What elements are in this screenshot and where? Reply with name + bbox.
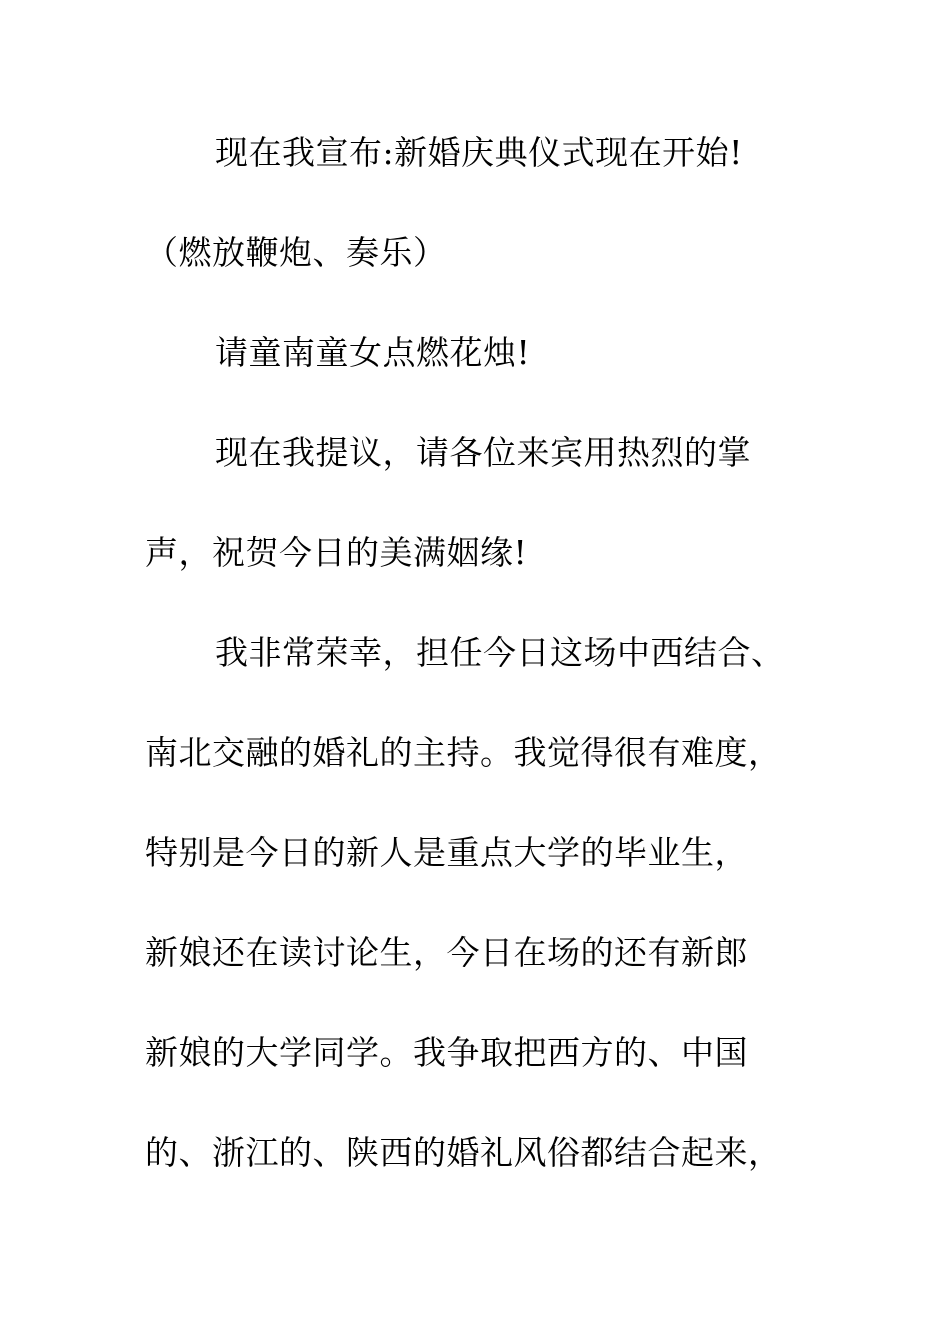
paragraph-line-6: 我非常荣幸，担任今日这场中西结合、 xyxy=(215,633,785,672)
paragraph-line-8: 特别是今日的新人是重点大学的毕业生， xyxy=(145,833,748,872)
paragraph-line-1: 现在我宣布:新婚庆典仪式现在开始! xyxy=(215,133,743,172)
paragraph-line-7: 南北交融的婚礼的主持。我觉得很有难度， xyxy=(145,733,782,772)
paragraph-line-4: 现在我提议，请各位来宾用热烈的掌 xyxy=(215,433,751,472)
paragraph-line-10: 新娘的大学同学。我争取把西方的、中国 xyxy=(145,1033,748,1072)
paragraph-line-5: 声，祝贺今日的美满姻缘! xyxy=(145,533,528,572)
paragraph-line-3: 请童南童女点燃花烛! xyxy=(215,333,531,372)
paragraph-line-2: （燃放鞭炮、奏乐） xyxy=(145,233,447,272)
paragraph-line-9: 新娘还在读讨论生，今日在场的还有新郎 xyxy=(145,933,748,972)
paragraph-line-11: 的、浙江的、陕西的婚礼风俗都结合起来， xyxy=(145,1133,782,1172)
